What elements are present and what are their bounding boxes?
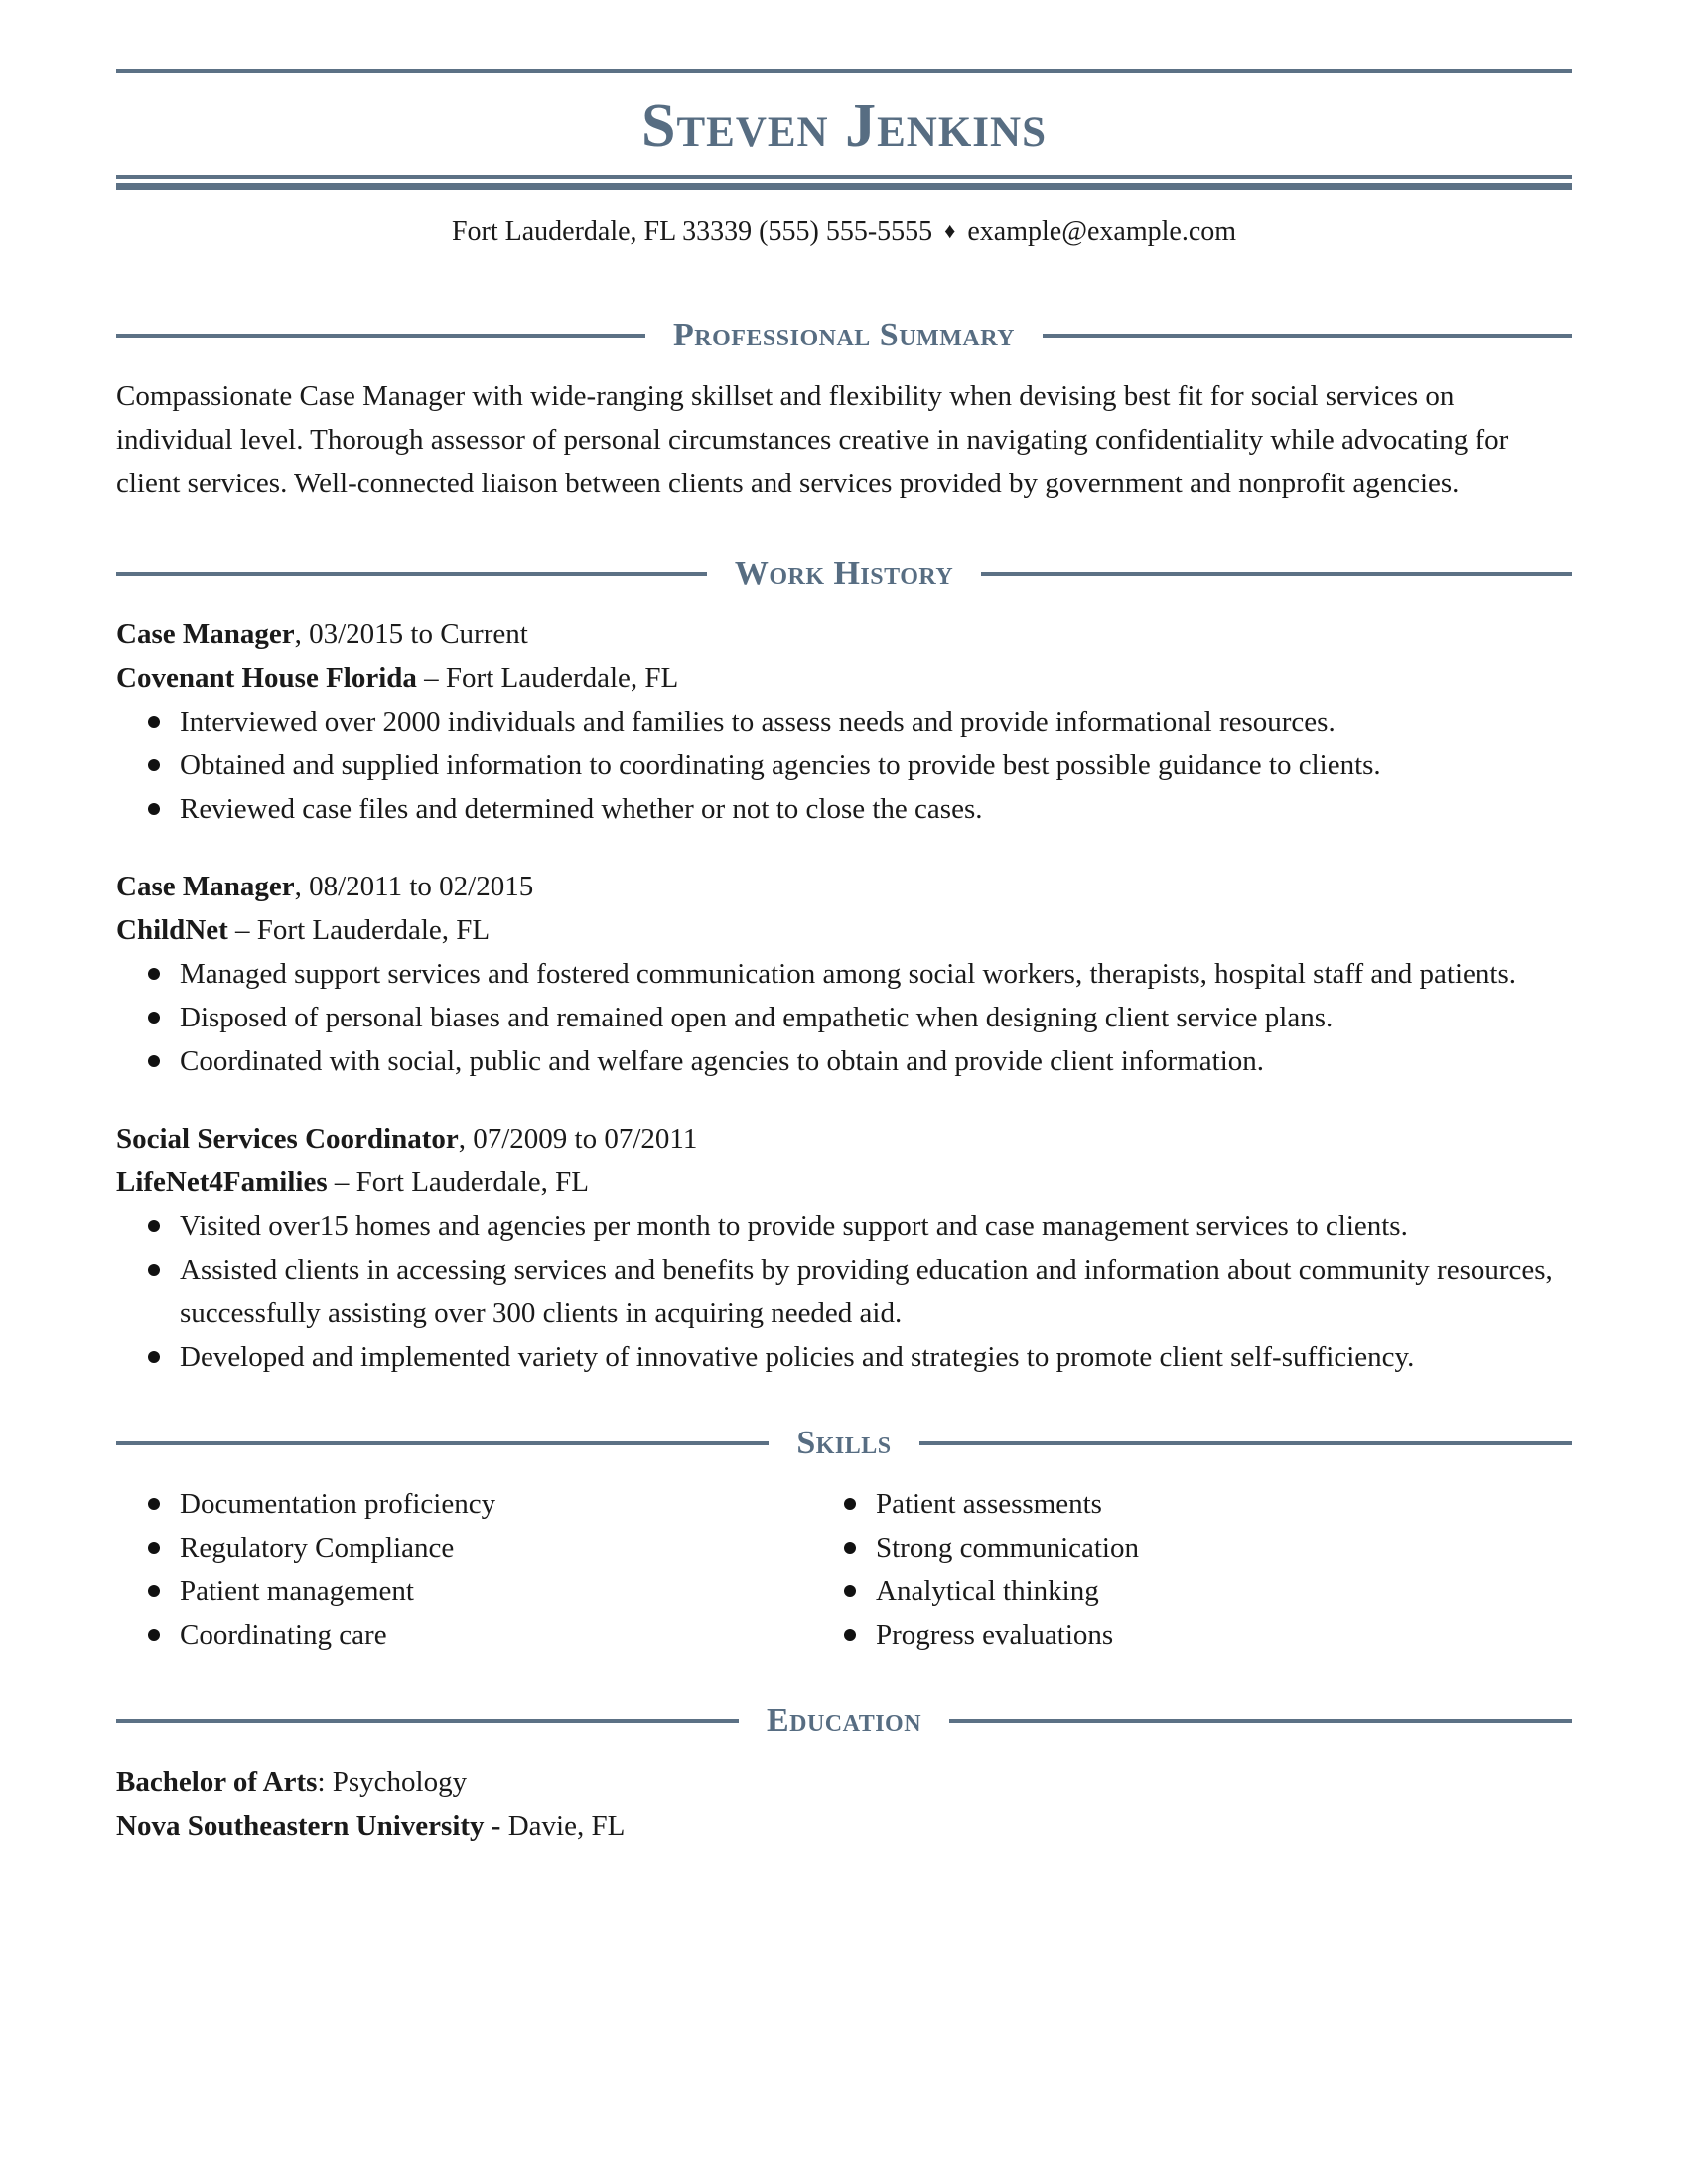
job-entry — [116, 613, 1572, 831]
contact-line — [116, 215, 1572, 249]
job-title-line — [116, 865, 1572, 908]
heading-rule-left — [116, 572, 707, 576]
contact-address: Fort Lauderdale, FL 33339 (555) 555-5555 — [451, 216, 933, 247]
job-location: – Fort Lauderdale, FL — [416, 661, 679, 694]
skill-item: Strong communication — [844, 1526, 1572, 1570]
skills-bullets — [844, 1482, 1572, 1657]
job-employer-line — [116, 656, 1572, 700]
school-location: Davie, FL — [500, 1809, 626, 1842]
job-bullet: Interviewed over 2000 individuals and families to assess needs and provide informational resources. — [148, 700, 1572, 744]
job-bullet: Developed and implemented variety of innovative policies and strategies to promote client self-sufficiency. — [148, 1335, 1572, 1379]
candidate-name: Steven Jenkins — [640, 92, 1047, 160]
job-entry — [116, 865, 1572, 1083]
job-employer: Covenant House Florida — [116, 661, 417, 694]
job-dates: , 03/2015 to Current — [294, 617, 528, 650]
degree: Bachelor of Arts — [116, 1765, 318, 1798]
school-line — [116, 1804, 1572, 1847]
job-role: Case Manager — [116, 870, 295, 902]
work-title: Work History — [734, 554, 954, 592]
job-title-line — [116, 1117, 1572, 1160]
job-employer-line — [116, 908, 1572, 952]
heading-rule-left — [116, 334, 645, 338]
summary-heading — [116, 316, 1572, 353]
skills-column-right — [844, 1482, 1572, 1657]
job-employer-line — [116, 1160, 1572, 1204]
skills-column-left — [116, 1482, 844, 1657]
skill-item: Documentation proficiency — [148, 1482, 844, 1526]
heading-rule-right — [1043, 334, 1572, 338]
job-bullet: Managed support services and fostered communication among social workers, therapists, hospital staff and patients. — [148, 952, 1572, 996]
job-bullets — [116, 1204, 1572, 1379]
contact-email: example@example.com — [967, 216, 1237, 247]
job-role: Social Services Coordinator — [116, 1122, 459, 1155]
skill-item: Regulatory Compliance — [148, 1526, 844, 1570]
degree-line — [116, 1760, 1572, 1804]
skill-item: Analytical thinking — [844, 1570, 1572, 1613]
skills-heading — [116, 1424, 1572, 1461]
job-dates: , 08/2011 to 02/2015 — [294, 870, 534, 902]
heading-rule-left — [116, 1441, 769, 1445]
work-heading — [116, 554, 1572, 592]
job-bullet: Assisted clients in accessing services and benefits by providing education and information about community resources, successfully assisting over 300 clients in acquiring needed aid. — [148, 1248, 1572, 1335]
skill-item: Coordinating care — [148, 1613, 844, 1657]
education-title: Education — [766, 1702, 922, 1739]
job-bullet: Coordinated with social, public and welfare agencies to obtain and provide client information. — [148, 1039, 1572, 1083]
job-title-line — [116, 613, 1572, 656]
skill-item: Patient assessments — [844, 1482, 1572, 1526]
skills-title: Skills — [796, 1424, 892, 1461]
job-bullet: Visited over15 homes and agencies per month to provide support and case management services to clients. — [148, 1204, 1572, 1248]
top-rule — [116, 69, 1572, 73]
job-dates: , 07/2009 to 07/2011 — [458, 1122, 698, 1155]
job-location: – Fort Lauderdale, FL — [227, 913, 491, 946]
degree-field: : Psychology — [317, 1765, 468, 1798]
job-entry — [116, 1117, 1572, 1379]
job-bullets — [116, 700, 1572, 831]
name-rule-thick — [116, 183, 1572, 190]
job-bullets — [116, 952, 1572, 1083]
heading-rule-right — [919, 1441, 1572, 1445]
job-role: Case Manager — [116, 617, 295, 650]
job-bullet: Obtained and supplied information to coordinating agencies to provide best possible guidance to clients. — [148, 744, 1572, 787]
diamond-separator-icon: ♦ — [944, 218, 956, 243]
summary-text: Compassionate Case Manager with wide-ranging skillset and flexibility when devising best fit for social services on individual level. Thorough assessor of personal circumstances creative in navigating confidentiality while advocating for client services. Well-connected liaison between clients and services provided by government and nonprofit agencies. — [116, 379, 1509, 499]
skill-item: Progress evaluations — [844, 1613, 1572, 1657]
job-bullet: Reviewed case files and determined whether or not to close the cases. — [148, 787, 1572, 831]
heading-rule-right — [949, 1719, 1572, 1723]
heading-rule-left — [116, 1719, 739, 1723]
job-employer: ChildNet — [116, 913, 228, 946]
job-employer: LifeNet4Families — [116, 1165, 328, 1198]
education-heading — [116, 1702, 1572, 1739]
name-rule-thin — [116, 175, 1572, 179]
school-name: Nova Southeastern University - — [116, 1809, 501, 1842]
job-location: – Fort Lauderdale, FL — [327, 1165, 589, 1198]
heading-rule-right — [981, 572, 1572, 576]
summary-title: Professional Summary — [673, 316, 1016, 353]
job-bullet: Disposed of personal biases and remained open and empathetic when designing client service plans. — [148, 996, 1572, 1039]
education-entry — [116, 1760, 1572, 1847]
resume-page — [116, 69, 1572, 1847]
skill-item: Patient management — [148, 1570, 844, 1613]
skills-bullets — [116, 1482, 844, 1657]
skills-list — [116, 1482, 1572, 1657]
